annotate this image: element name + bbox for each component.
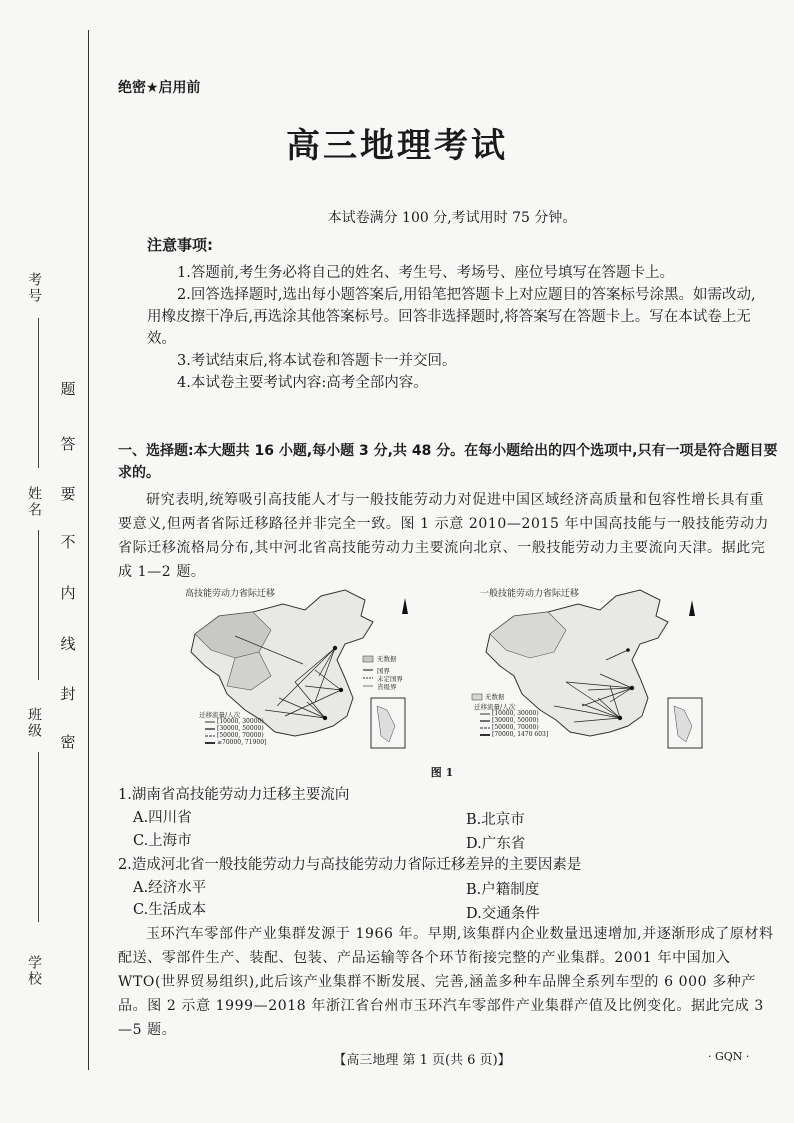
notice-heading: 注意事项:: [147, 236, 213, 254]
notice-item: 4.本试卷主要考试内容:高考全部内容。: [177, 375, 428, 391]
figure-1: [175, 586, 715, 756]
warning-char: 题: [60, 380, 76, 398]
exam-no-blank[interactable]: [38, 318, 39, 468]
map-title: 一般技能劳动力省际迁移: [480, 589, 580, 599]
q1-option-d[interactable]: D.广东省: [466, 836, 526, 852]
legend-province: 省级界: [377, 683, 397, 691]
legend-undefined: 未定国界: [377, 675, 403, 683]
q1-option-b[interactable]: B.北京市: [466, 812, 525, 828]
map-title: 高技能劳动力省际迁移: [185, 589, 276, 599]
question-2-stem: 2.造成河北省一般技能劳动力与高技能劳动力省际迁移差异的主要因素是: [118, 857, 582, 873]
legend-range: [50000, 70000): [217, 732, 264, 739]
warning-char: 密: [60, 733, 76, 751]
q2-option-b[interactable]: B.户籍制度: [466, 882, 540, 898]
paper-code: · GQN ·: [708, 1050, 750, 1063]
q1-option-a[interactable]: A.四川省: [133, 810, 192, 826]
legend-flow: 迁移流量/人次: [474, 703, 516, 711]
page-footer: 【高三地理 第 1 页(共 6 页)】: [333, 1053, 511, 1068]
legend-range: [10000, 30000): [492, 710, 539, 717]
notice-list: [147, 262, 767, 394]
q1-option-c[interactable]: C.上海市: [133, 833, 192, 849]
binding-line: [88, 30, 89, 1070]
class-label: 班级: [26, 707, 42, 739]
legend-flow: 迁移流量/人次: [199, 711, 241, 719]
legend-range: [50000, 70000): [492, 724, 539, 731]
exam-no-label: 考号: [26, 272, 42, 304]
legend-range: [10000, 30000): [217, 718, 264, 725]
legend-nodata: 无数据: [377, 655, 397, 663]
question-1-stem: 1.湖南省高技能劳动力迁移主要流向: [118, 787, 350, 803]
legend-nodata: 无数据: [485, 693, 505, 701]
notice-item: 1.答题前,考生务必将自己的姓名、考生号、考场号、座位号填写在答题卡上。: [177, 265, 674, 281]
china-map-graphic: [175, 586, 440, 754]
q2-option-a[interactable]: A.经济水平: [133, 880, 207, 896]
passage-2: 玉环汽车零部件产业集群发源于 1966 年。早期,该集群内企业数量迅速增加,并逐渐形成了原材料配送、零部件生产、装配、包装、产品运输等各个环节衔接完整的产业集群。2001 年中国加入 WTO(世界贸易组织),此后该产业集群不断发展、完善,涵盖多种车品牌全系列车型的 6 000 多种产品。图 2 示意 1999—2018 年浙江省台州市玉环汽车零部件产业集群产值及比例变化。据此完成 3—5 题。: [118, 926, 774, 1038]
q2-option-c[interactable]: C.生活成本: [133, 902, 207, 918]
legend-range: [70000, 1470 603]: [492, 731, 549, 738]
legend-range: [30000, 50000): [217, 725, 264, 732]
exam-info: 本试卷满分 100 分,考试用时 75 分钟。: [327, 210, 577, 226]
notice-item: 3.考试结束后,将本试卷和答题卡一并交回。: [177, 353, 457, 369]
q2-option-d[interactable]: D.交通条件: [466, 906, 540, 922]
name-label: 姓名: [26, 486, 42, 518]
name-blank[interactable]: [38, 530, 39, 680]
map-general-skill: [470, 586, 735, 754]
figure-caption: 图 1: [430, 766, 454, 779]
legend-border: 国界: [377, 667, 390, 675]
passage-1: 研究表明,统筹吸引高技能人才与一般技能劳动力对促进中国区域经济高质量和包容性增长具有重要意义,但两者省际迁移路径并非完全一致。图 1 示意 2010—2015 年中国高技能与一般技能劳动力省际迁移流格局分布,其中河北省高技能劳动力主要流向北京、一般技能劳动力主要流向天津。据此完成 1—2 题。: [118, 492, 770, 580]
warning-char: 不: [60, 533, 76, 551]
map-high-skill: [175, 586, 440, 754]
warning-char: 线: [60, 635, 76, 653]
warning-char: 答: [60, 435, 76, 453]
legend-range: ≥70000, 71900]: [217, 739, 267, 746]
legend-range: [30000, 50000): [492, 717, 539, 724]
section-heading: 一、选择题:本大题共 16 小题,每小题 3 分,共 48 分。在每小题给出的四个选项中,只有一项是符合题目要求的。: [118, 443, 778, 481]
warning-char: 内: [60, 584, 76, 602]
binding-margin: [0, 0, 92, 1123]
warning-char: 封: [60, 685, 76, 703]
school-label: 学校: [26, 955, 42, 987]
notice-item: 2.回答选择题时,选出每小题答案后,用铅笔把答题卡上对应题目的答案标号涂黑。如需改动,用橡皮擦干净后,再选涂其他答案标号。回答非选择题时,将答案写在答题卡上。写在本试卷上无效。: [147, 287, 756, 347]
secret-mark: 绝密★启用前: [118, 80, 201, 96]
warning-char: 要: [60, 485, 76, 503]
page-title: 高三地理考试: [286, 126, 508, 166]
